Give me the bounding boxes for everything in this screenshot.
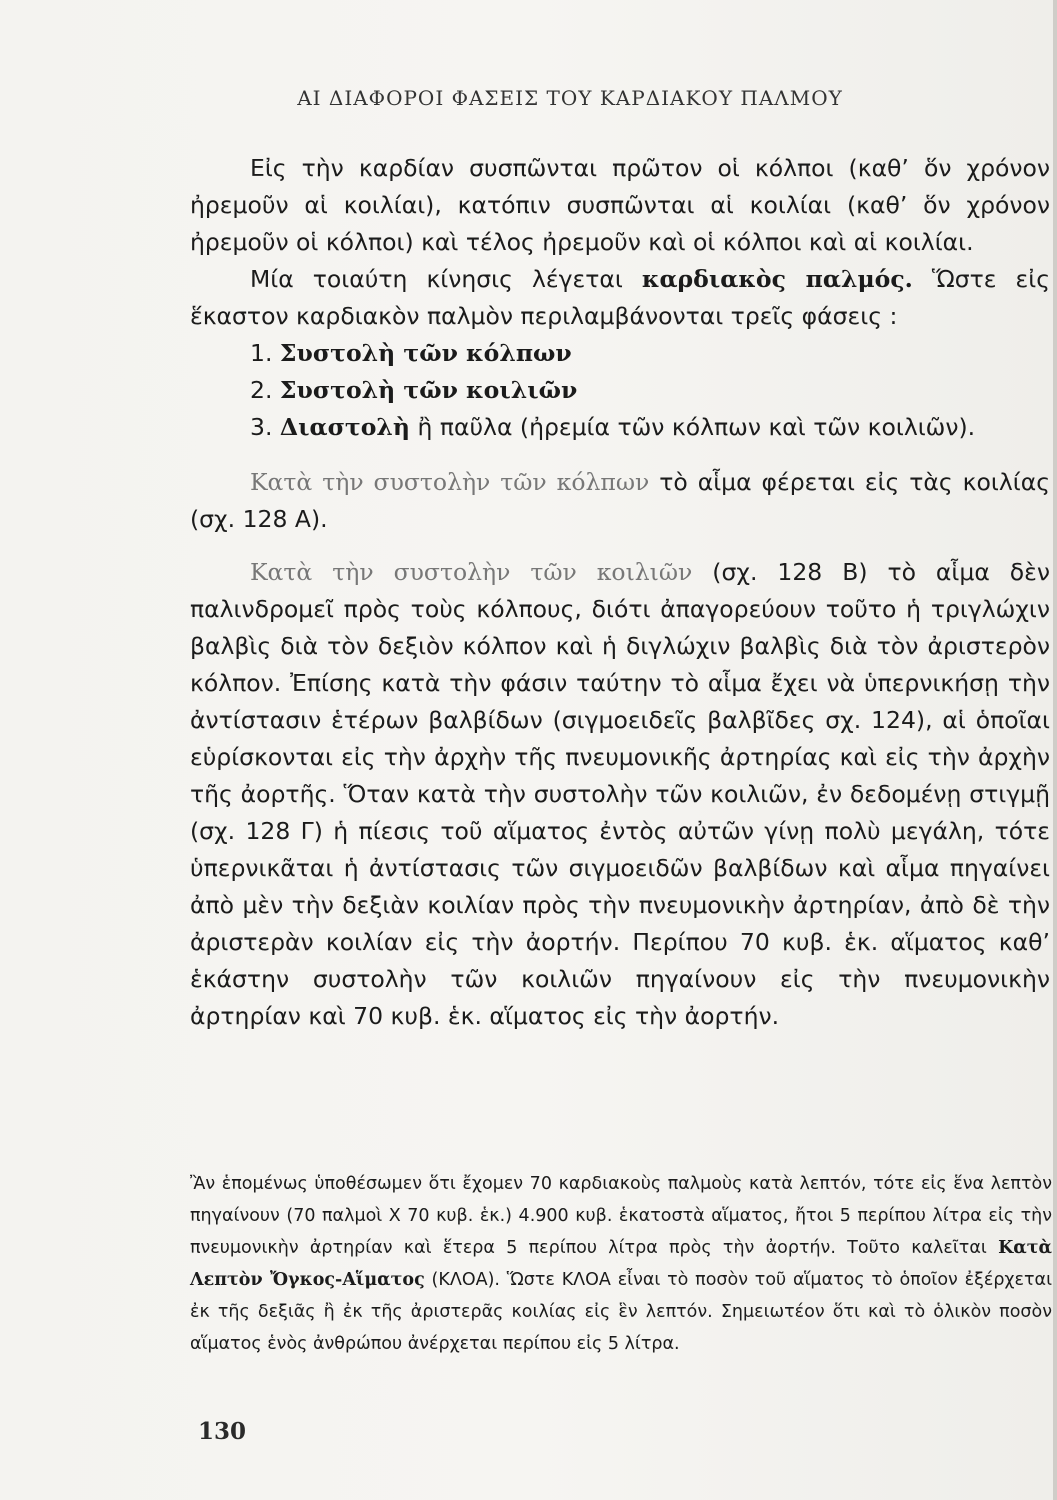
paragraph-1: Εἰς τὴν καρδίαν συσπῶνται πρῶτον οἱ κόλποι (καθ’ ὅν χρόνον ἠρεμοῦν αἱ κοιλίαι), κατόπιν συσπῶνται αἱ κοιλίαι (καθ’ ὅν χρόνον ἠρεμοῦν οἱ κόλποι) καὶ τέλος ἠρεμοῦν καὶ οἱ κόλποι καὶ αἱ κοιλίαι. [190, 154, 1050, 256]
list-term: Διαστολὴ [279, 413, 410, 441]
paragraph-3-lead: Κατὰ τὴν συστολὴν τῶν κόλπων [250, 468, 650, 496]
paragraph-2-before: Μία τοιαύτη κίνησις λέγεται [250, 265, 642, 293]
paragraph-2-after: Ὥστε εἰς ἕκαστον καρδιακὸν παλμὸν περιλαμβάνονται τρεῖς φάσεις : [190, 265, 1050, 330]
footnote-after: (ΚΛΟΑ). Ὥστε ΚΛΟΑ εἶναι τὸ ποσὸν τοῦ αἵματος τὸ ὁποῖον ἐξέρχεται ἐκ τῆς δεξιᾶς ἢ ἐκ τῆς ἀριστερᾶς κοιλίας εἰς ἓν λεπτόν. Σημειωτέον ὅτι καὶ τὸ ὁλικὸν ποσὸν αἵματος ἑνὸς ἀνθρώπου ἀνέρχεται περίπου εἰς 5 λίτρα. [190, 1270, 1052, 1354]
paragraph-4-rest: (σχ. 128 B) τὸ αἷμα δὲν παλινδρομεῖ πρὸς τοὺς κόλπους, διότι ἀπαγορεύουν τοῦτο ἡ τριγλώχιν βαλβὶς διὰ τὸν δεξιὸν κόλπον καὶ ἡ διγλώχιν βαλβὶς διὰ τὸν ἀριστερὸν κόλπον. Ἐπίσης κατὰ τὴν φάσιν ταύτην τὸ αἷμα ἔχει νὰ ὑπερνικήσῃ τὴν ἀντίστασιν ἑτέρων βαλβίδων (σιγμοειδεῖς βαλβῖδες σχ. 124), αἱ ὁποῖαι εὑρίσκονται εἰς τὴν ἀρχὴν τῆς πνευμονικῆς ἀρτηρίας καὶ εἰς τὴν ἀρχὴν τῆς ἀορτῆς. Ὅταν κατὰ τὴν συστολὴν τῶν κοιλιῶν, ἐν δεδομένῃ στιγμῇ (σχ. 128 Γ) ἡ πίεσις τοῦ αἵματος ἐντὸς αὐτῶν γίνῃ πολὺ μεγάλη, τότε ὑπερνικᾶται ἡ ἀντίστασις τῶν σιγμοειδῶν βαλβίδων καὶ αἷμα πηγαίνει ἀπὸ μὲν τὴν δεξιὰν κοιλίαν πρὸς τὴν πνευμονικὴν ἀρτηρίαν, ἀπὸ δὲ τὴν ἀριστερὰν κοιλίαν εἰς τὴν ἀορτήν. Περίπου 70 κυβ. ἑκ. αἵματος καθ’ ἑκάστην συστολὴν τῶν κοιλιῶν πηγαίνουν εἰς τὴν πνευμονικὴν ἀρτηρίαν καὶ 70 κυβ. ἑκ. αἵματος εἰς τὴν ἀορτήν. [190, 558, 1050, 1030]
list-number: 1. [250, 339, 273, 367]
term-klo-a: Κατὰ Λεπτὸν Ὄγκος-Αἵματος [190, 1238, 1052, 1290]
paragraph-2 [190, 261, 1050, 335]
list-number: 2. [250, 376, 273, 404]
page-edge-shadow [1053, 0, 1057, 1500]
footnote [190, 1168, 1052, 1360]
paragraph-3-rest: τὸ αἷμα φέρεται εἰς τὰς κοιλίας (σχ. 128 A). [190, 468, 1050, 533]
list-term: Συστολὴ τῶν κοιλιῶν [279, 376, 578, 404]
list-item-3 [190, 409, 1050, 446]
paragraph-3 [190, 464, 1050, 538]
list-item-2 [190, 372, 1050, 409]
list-rest: ἢ παῦλα (ἠρεμία τῶν κόλπων καὶ τῶν κοιλιῶν). [409, 413, 976, 441]
footnote-before: Ἂν ἑπομένως ὑποθέσωμεν ὅτι ἔχομεν 70 καρδιακοὺς παλμοὺς κατὰ λεπτόν, τότε εἰς ἕνα λεπτὸν πηγαίνουν (70 παλμοὶ X 70 κυβ. ἑκ.) 4.900 κυβ. ἑκατοστὰ αἵματος, ἤτοι 5 περίπου λίτρα εἰς τὴν πνευμονικὴν ἀρτηρίαν καὶ ἕτερα 5 περίπου λίτρα πρὸς τὴν ἀορτήν. Τοῦτο καλεῖται [190, 1174, 1052, 1258]
list-term: Συστολὴ τῶν κόλπων [279, 339, 572, 367]
list-item-1 [190, 335, 1050, 372]
chapter-heading: ΑΙ ΔΙΑΦΟΡΟΙ ΦΑΣΕΙΣ ΤΟΥ ΚΑΡΔΙΑΚΟΥ ΠΑΛΜΟΥ [297, 86, 843, 110]
paragraph-4 [190, 554, 1050, 1035]
paragraph-4-lead: Κατὰ τὴν συστολὴν τῶν κοιλιῶν [250, 558, 693, 586]
term-cardiac-pulse: καρδιακὸς παλμός. [641, 265, 913, 293]
main-text [190, 150, 1050, 1035]
list-number: 3. [250, 413, 273, 441]
page-number: 130 [198, 1418, 247, 1445]
